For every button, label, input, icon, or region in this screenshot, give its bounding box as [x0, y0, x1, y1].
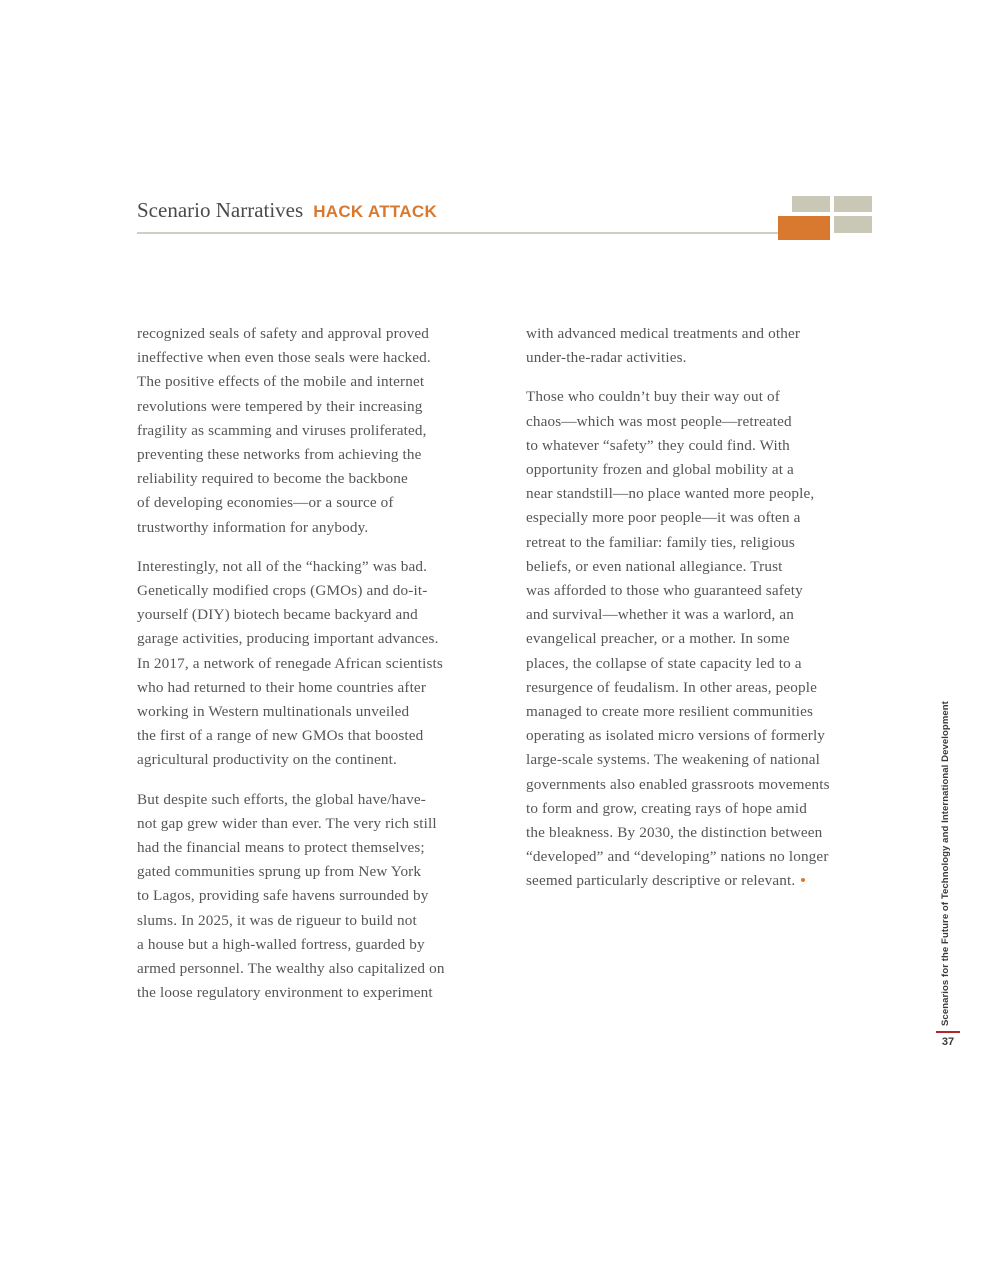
paragraph: [137, 322, 487, 540]
text-line: gated communities sprung up from New York: [137, 863, 422, 881]
scenario-title: HACK ATTACK: [313, 202, 438, 221]
text-line: The positive effects of the mobile and internet: [137, 373, 425, 391]
text-line: Those who couldn’t buy their way out of: [526, 388, 781, 406]
text-line: with advanced medical treatments and other: [526, 325, 801, 342]
text-line: beliefs, or even national allegiance. Trust: [526, 557, 783, 575]
text-line: to whatever “safety” they could find. With: [526, 436, 790, 454]
text-line: who had returned to their home countries after: [137, 678, 427, 696]
header-rule: [137, 232, 778, 234]
paragraph: [526, 385, 876, 893]
text-line: the loose regulatory environment to experiment: [137, 984, 433, 1002]
text-line: the bleakness. By 2030, the distinction between: [526, 824, 823, 842]
text-line: managed to create more resilient communities: [526, 703, 814, 721]
text-line: operating as isolated micro versions of formerly: [526, 727, 826, 745]
text-line: But despite such efforts, the global have/have-: [137, 790, 426, 808]
text-line: armed personnel. The wealthy also capitalized on: [137, 960, 445, 978]
text-line: the first of a range of new GMOs that boosted: [137, 727, 424, 745]
text-line: In 2017, a network of renegade African scientists: [137, 654, 443, 672]
text-line: fragility as scamming and viruses proliferated,: [137, 421, 427, 439]
decor-block-bottom-right: [834, 216, 872, 233]
text-line: opportunity frozen and global mobility at a: [526, 461, 794, 479]
text-line: recognized seals of safety and approval proved: [137, 325, 429, 342]
text-line: ineffective when even those seals were hacked.: [137, 349, 431, 367]
text-line: evangelical preacher, or a mother. In some: [526, 630, 790, 648]
body-column-right: [526, 322, 876, 909]
text-line: “developed” and “developing” nations no longer: [526, 848, 829, 866]
decor-block-orange: [778, 216, 830, 240]
text-line: to Lagos, providing safe havens surrounded by: [137, 887, 429, 905]
text-line: not gap grew wider than ever. The very rich still: [137, 814, 437, 832]
text-line: yourself (DIY) biotech became backyard and: [137, 606, 418, 624]
paragraph: [526, 322, 876, 370]
text-line: revolutions were tempered by their increasing: [137, 397, 423, 415]
text-line: preventing these networks from achieving the: [137, 446, 422, 464]
text-line: especially more poor people—it was often a: [526, 509, 801, 527]
page-number: 37: [941, 1036, 955, 1048]
text-line: had the financial means to protect themselves;: [137, 839, 425, 857]
page-number-rule: [936, 1031, 960, 1033]
text-line: working in Western multinationals unveiled: [137, 703, 410, 721]
text-line: a house but a high-walled fortress, guarded by: [137, 935, 425, 953]
text-line: of developing economies—or a source of: [137, 494, 394, 512]
publication-title: Scenarios for the Future of Technology and International Development: [940, 701, 951, 1026]
decor-block-top-left: [792, 196, 830, 212]
text-line: reliability required to become the backbone: [137, 470, 408, 488]
page-header: [137, 198, 437, 223]
paragraph: [137, 555, 487, 773]
text-line: Interestingly, not all of the “hacking” was bad.: [137, 557, 428, 575]
text-line: trustworthy information for anybody.: [137, 518, 369, 536]
text-line: was afforded to those who guaranteed safety: [526, 582, 803, 600]
text-line: chaos—which was most people—retreated: [526, 412, 792, 430]
paragraph: [137, 788, 487, 1006]
section-title: Scenario Narratives: [137, 198, 304, 222]
text-line: agricultural productivity on the continent.: [137, 751, 397, 769]
text-line: to form and grow, creating rays of hope amid: [526, 799, 808, 817]
body-column-left: [137, 322, 487, 1020]
text-line: under-the-radar activities.: [526, 349, 687, 367]
decor-block-top-right: [834, 196, 872, 212]
text-line: slums. In 2025, it was de rigueur to build not: [137, 911, 417, 929]
text-line: governments also enabled grassroots movements: [526, 775, 830, 793]
text-line: near standstill—no place wanted more people,: [526, 485, 815, 503]
text-line: retreat to the familiar: family ties, religious: [526, 533, 795, 551]
text-line: places, the collapse of state capacity led to a: [526, 654, 802, 672]
text-line: resurgence of feudalism. In other areas, people: [526, 678, 817, 696]
text-line: Genetically modified crops (GMOs) and do-it-: [137, 582, 428, 600]
text-line: and survival—whether it was a warlord, an: [526, 606, 795, 624]
text-line-last: [526, 869, 876, 893]
text-line: large-scale systems. The weakening of national: [526, 751, 820, 769]
text-line-content: seemed particularly descriptive or relevant.: [526, 872, 796, 890]
end-mark-icon: •: [800, 872, 806, 890]
text-line: garage activities, producing important advances.: [137, 630, 439, 648]
